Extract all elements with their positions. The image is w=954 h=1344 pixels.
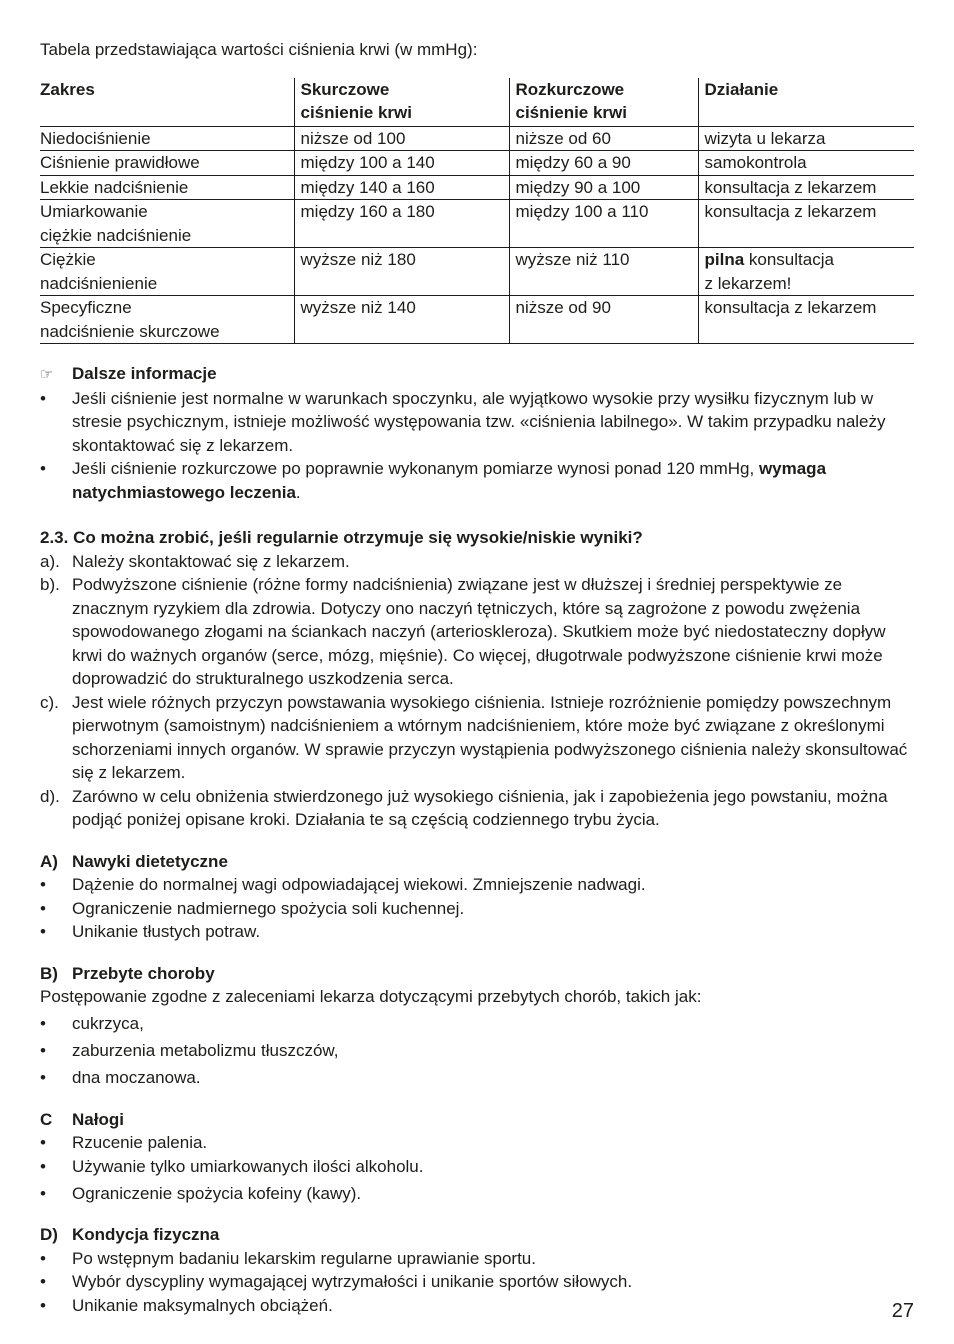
bullet-icon: • [40,459,46,478]
table-row [40,126,914,151]
list-item: c). Jest wiele różnych przyczyn powstawania wysokiego ciśnienia. Istnieje rozróżnienie pomiędzy powszechnym pierwotnym (samoistnym) nadciśnieniem a wtórnym nadciśnieniem, które może być związane z określonymi schorzeniami innych organów. W sprawie przyczyn wystąpienia podwyższonego ciśnienia należy skonsultować się z lekarzem. [40,692,908,782]
cell-action: konsultacja z lekarzem [698,200,914,248]
cell-range: Lekkie nadciśnienie [40,177,189,197]
list-item: • Używanie tylko umiarkowanych ilości alkoholu. [40,1155,914,1179]
urgent-label: pilna [704,250,745,269]
cell-systolic: niższe od 100 [294,126,509,151]
bullet-icon: • [40,1068,46,1087]
subsection-addictions: C Nałogi • Rzucenie palenia. • Używanie tylko umiarkowanych ilości alkoholu. • Ograniczenie spożycia kofeiny (kawy). [40,1108,914,1206]
list-item: • Jeśli ciśnienie jest normalne w warunkach spoczynku, ale wyjątkowo wysokie przy wysiłku fizycznym lub w stresie psychicznym, istnieje możliwość występowania tzw. «ciśnienia labilnego». W takim przypadku należy skontaktować się z lekarzem. [40,387,914,458]
subsection-title: Nałogi [72,1109,124,1129]
list-item: d). Zarówno w celu obniżenia stwierdzonego już wysokiego ciśnienia, jak i zapobieżenia jego powstaniu, można podjąć poniżej opisane kroki. Działania te są częścią codziennego trybu życia. [40,786,888,829]
subsection-intro: Postępowanie zgodne z zaleceniami lekarza dotyczącymi przebytych chorób, takich jak: [40,987,702,1006]
header-action: Działanie [698,78,914,127]
list-item: • Jeśli ciśnienie rozkurczowe po poprawnie wykonanym pomiarze wynosi ponad 120 mmHg, wymaga natychmiastowego leczenia. [40,457,914,504]
blood-pressure-table [40,78,914,345]
list-item: • Dążenie do normalnej wagi odpowiadającej wiekowi. Zmniejszenie nadwagi. [40,873,914,897]
bullet-icon: • [40,1133,46,1152]
cell-diastolic: między 100 a 110 [509,200,698,248]
bullet-icon: • [40,1156,46,1176]
bullet-icon: • [40,875,46,894]
cell-range: Ciężkie nadciśnienienie [40,250,158,293]
list-item: • Rzucenie palenia. [40,1131,914,1155]
list-item: • dna moczanowa. [40,1066,914,1090]
list-item: b). Podwyższone ciśnienie (różne formy nadciśnienia) związane jest w dłuższej i średniej perspektywie ze znacznym ryzykiem dla zdrowia. Dotyczy ono naczyń tętniczych, które są zagrożone z powodu zwężenia spowodowanego złogami na ściankach naczyń (arterioskleroza). Skutkiem może być niedostateczny dopływ krwi do ważnych organów (serce, mózg, mięśnie). Co więcej, długotrwale podwyższone ciśnienie krwi może doprowadzić do strukturalnego uszkodzenia serca. [40,575,886,688]
list-item: • Unikanie tłustych potraw. [40,920,914,944]
cell-systolic: wyższe niż 180 [294,248,509,296]
bullet-icon: • [40,1295,46,1315]
further-info-note [40,362,914,504]
cell-diastolic: między 60 a 90 [509,151,698,176]
list-item: • zaburzenia metabolizmu tłuszczów, [40,1039,914,1063]
subsection-title: Kondycja fizyczna [72,1225,220,1244]
table-header-row [40,78,914,127]
bullet-icon: • [40,1183,46,1203]
page-number: 27 [891,1300,914,1322]
subsection-diet: A) Nawyki dietetyczne • Dążenie do normalnej wagi odpowiadającej wiekowi. Zmniejszenie nadwagi. • Ograniczenie nadmiernego spożycia soli kuchennej. • Unikanie tłustych potraw. [40,850,914,944]
cell-range: Ciśnienie prawidłowe [40,153,200,172]
cell-systolic: między 160 a 180 [294,200,509,248]
subsection-title: Nawyki dietetyczne [72,851,228,871]
bullet-icon: • [40,388,46,408]
cell-action: pilna konsultacja z lekarzem! [698,248,914,296]
bullet-icon: • [40,1041,46,1060]
bullet-icon: • [40,898,46,918]
cell-action: konsultacja z lekarzem [698,175,914,200]
document-page [40,38,914,1317]
table-row [40,200,914,248]
subsection-title: Przebyte choroby [72,963,215,983]
section-list [40,550,914,832]
cell-systolic: między 100 a 140 [294,151,509,176]
bullet-icon: • [40,1272,46,1291]
cell-systolic: między 140 a 160 [294,175,509,200]
cell-diastolic: między 90 a 100 [509,175,698,200]
list-item: • Po wstępnym badaniu lekarskim regularne uprawianie sportu. [40,1247,914,1271]
cell-systolic: wyższe niż 140 [294,296,509,344]
header-systolic: Skurczowe ciśnienie krwi [294,78,509,127]
list-item: • cukrzyca, [40,1012,914,1036]
cell-range: Umiarkowanie ciężkie nadciśnienie [40,202,192,245]
note-title: Dalsze informacje [72,364,217,383]
bullet-icon: • [40,1248,46,1268]
cell-action: wizyta u lekarza [698,126,914,151]
list-item: • Wybór dyscypliny wymagającej wytrzymałości i unikanie sportów siłowych. [40,1270,914,1294]
pointing-hand-icon: ☞ [40,366,54,383]
cell-diastolic: wyższe niż 110 [509,248,698,296]
list-item: • Unikanie maksymalnych obciążeń. [40,1294,914,1318]
list-item: • Ograniczenie spożycia kofeiny (kawy). [40,1182,914,1206]
list-item: a). Należy skontaktować się z lekarzem. [40,551,350,571]
table-caption: Tabela przedstawiająca wartości ciśnienia krwi (w mmHg): [40,40,478,59]
header-diastolic: Rozkurczowe ciśnienie krwi [509,78,698,127]
cell-range: Niedociśnienie [40,128,151,148]
cell-action: konsultacja z lekarzem [698,296,914,344]
table-row [40,175,914,200]
table-row [40,151,914,176]
cell-action: samokontrola [698,151,914,176]
list-item: • Ograniczenie nadmiernego spożycia soli kuchennej. [40,897,914,921]
cell-diastolic: niższe od 60 [509,126,698,151]
table-row [40,296,914,344]
section-heading: 2.3. Co można zrobić, jeśli regularnie otrzymuje się wysokie/niskie wyniki? [40,528,643,547]
bullet-icon: • [40,1014,46,1033]
table-row [40,248,914,296]
subsection-past-diseases: B) Przebyte choroby Postępowanie zgodne z zaleceniami lekarza dotyczącymi przebytych chorób, takich jak: • cukrzyca, • zaburzenia metabolizmu tłuszczów, • dna moczanowa. [40,962,914,1090]
cell-diastolic: niższe od 90 [509,296,698,344]
cell-range: Specyficzne nadciśnienie skurczowe [40,298,220,341]
bullet-icon: • [40,922,46,941]
subsection-fitness: D) Kondycja fizyczna • Po wstępnym badaniu lekarskim regularne uprawianie sportu. • Wybór dyscypliny wymagającej wytrzymałości i unikanie sportów siłowych. • Unikanie maksymalnych obciążeń. [40,1223,914,1317]
header-range: Zakres [40,79,95,99]
